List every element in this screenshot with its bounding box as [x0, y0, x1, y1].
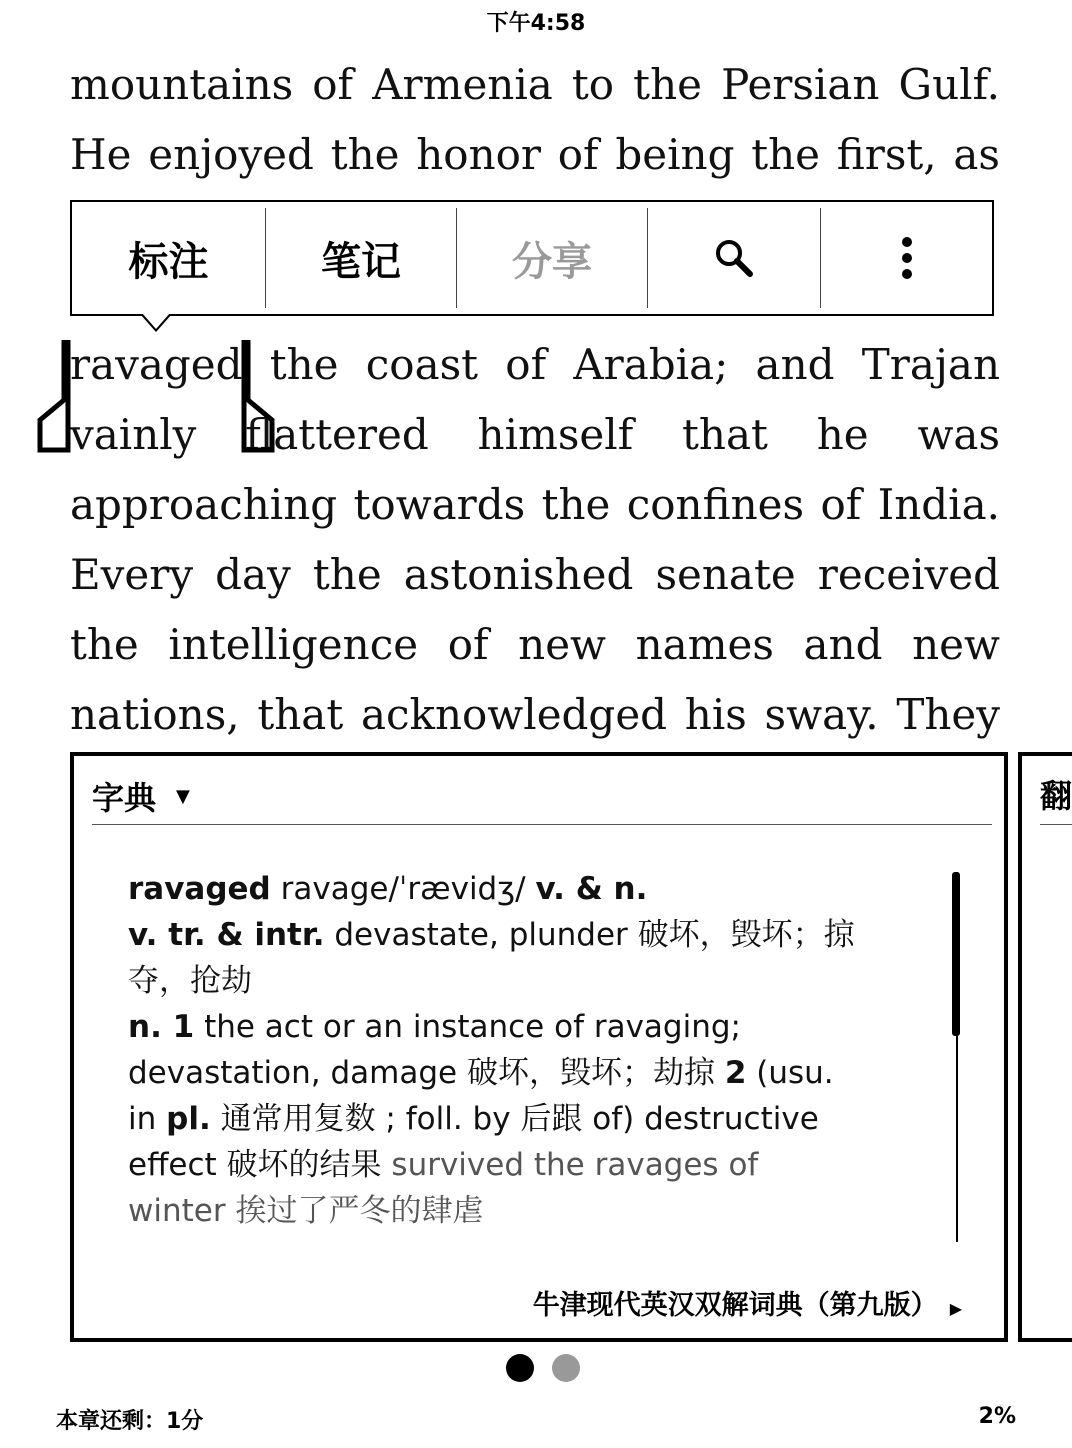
dictionary-card[interactable]: [70, 752, 1008, 1342]
highlight-button[interactable]: 标注: [72, 208, 266, 308]
translation-card-title: 翻: [1040, 777, 1072, 815]
definition-3-usage: (usu.: [756, 1055, 834, 1091]
card-pager: [506, 1354, 580, 1382]
text-line-6: Every day the astonished senate received: [70, 550, 1000, 599]
pager-dot-2[interactable]: [552, 1354, 580, 1382]
share-button[interactable]: 分享: [457, 208, 648, 308]
more-vertical-icon: [897, 236, 917, 280]
definition-2: the act or an instance of ravaging;: [204, 1009, 741, 1045]
pos-verb: v. tr. & intr.: [128, 917, 325, 953]
text-line-8: nations, that acknowledged his sway. They: [70, 690, 1000, 739]
plural-label: pl.: [166, 1101, 211, 1137]
part-of-speech: v. & n.: [535, 871, 648, 907]
text-line-2: He enjoyed the honor of being the first, as: [70, 130, 1000, 179]
search-icon: [712, 236, 756, 280]
definition-4: 通常用复数 ; foll. by 后跟 of) destructive: [220, 1101, 819, 1137]
definition-3: devastation, damage 破坏，毁坏；劫掠: [128, 1055, 715, 1091]
example-1: survived the ravages of: [391, 1147, 759, 1183]
text-line-3[interactable]: ravaged the coast of Arabia; and Trajan: [70, 340, 1000, 389]
headword: ravaged: [128, 871, 271, 907]
dropdown-caret-icon[interactable]: ▼: [176, 785, 190, 807]
toolbar-pointer-fill: [142, 313, 170, 329]
definition-4-prefix: in: [128, 1101, 157, 1137]
divider: [92, 824, 992, 825]
text-line-7: the intelligence of new names and new: [70, 620, 1000, 669]
chapter-time-remaining[interactable]: 本章还剩：1分: [56, 1409, 204, 1434]
pager-dot-1[interactable]: [506, 1354, 534, 1382]
dictionary-source-link[interactable]: [533, 1283, 962, 1322]
divider: [1040, 824, 1072, 825]
definition-1: devastate, plunder 破坏，毁坏；掠: [334, 917, 855, 953]
reading-progress: 2%: [978, 1404, 1016, 1429]
text-line-1: mountains of Armenia to the Persian Gulf.: [70, 60, 1000, 109]
search-button[interactable]: [648, 208, 821, 308]
chevron-right-icon: ▶: [949, 1299, 962, 1318]
text-line-5: approaching towards the confines of India.: [70, 480, 1000, 529]
example-2: winter 挨过了严冬的肆虐: [128, 1193, 484, 1229]
dictionary-entry: [128, 866, 928, 1234]
lemma: ravage/ˈrævidʒ/: [280, 871, 526, 907]
note-button[interactable]: 笔记: [266, 208, 457, 308]
pos-noun: n. 1: [128, 1009, 195, 1045]
more-options-button[interactable]: [821, 208, 992, 308]
dictionary-source: 牛津现代英汉双解词典（第九版）: [532, 1290, 938, 1321]
status-time: 下午4:58: [486, 11, 586, 36]
translation-card[interactable]: [1018, 752, 1072, 1342]
dictionary-title: 字典: [92, 779, 157, 817]
definition-5: effect 破坏的结果: [128, 1147, 382, 1183]
selection-start-handle[interactable]: [34, 338, 74, 456]
dictionary-header[interactable]: [92, 768, 992, 824]
selection-toolbar: [70, 200, 994, 316]
text-line-4: vainly flattered himself that he was: [70, 410, 1000, 459]
selection-end-handle[interactable]: [238, 338, 278, 456]
scrollbar-thumb[interactable]: [952, 872, 960, 1036]
sense-number-2: 2: [724, 1055, 747, 1091]
definition-1-cont: 夺，抢劫: [128, 963, 252, 999]
